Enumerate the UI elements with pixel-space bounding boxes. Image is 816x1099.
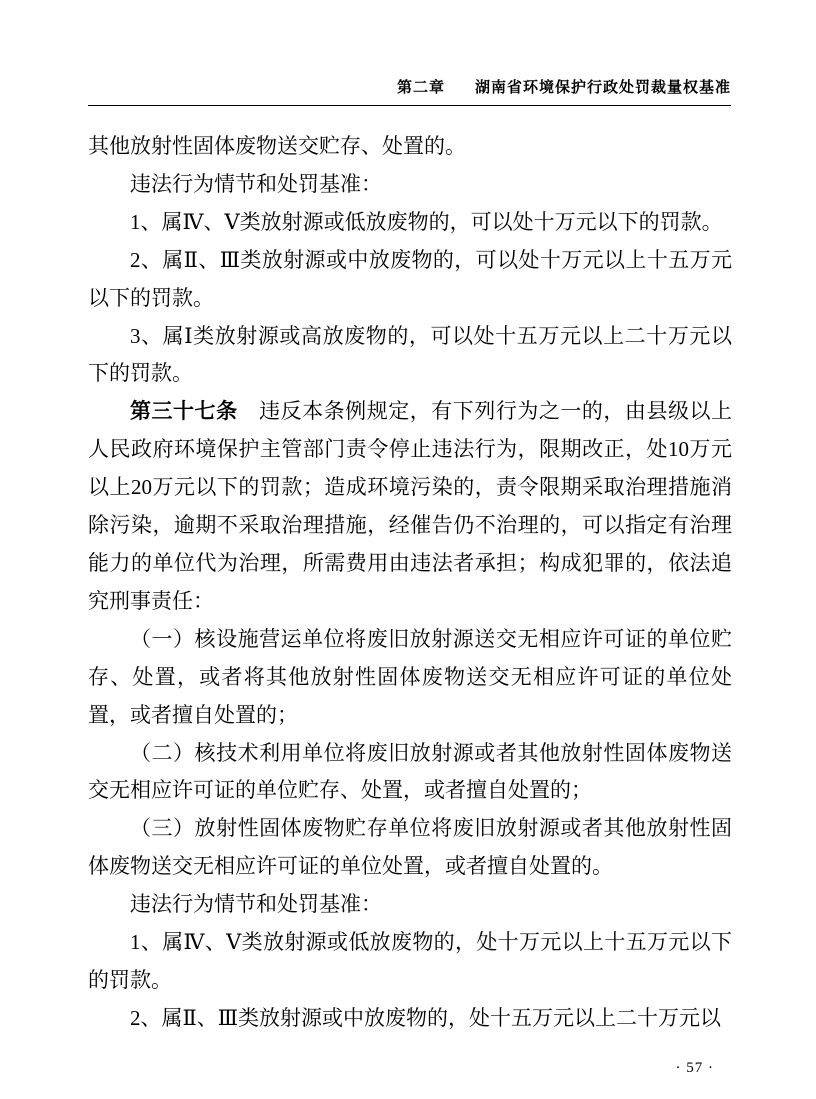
page-header <box>88 76 731 106</box>
paragraph-10: 违法行为情节和处罚基准： <box>130 892 382 917</box>
paragraph-7: （一）核设施营运单位将废旧放射源送交无相应许可证的单位贮存、处置，或者将其他放射性固体废物送交无相应许可证的单位处置，或者擅自处置的； <box>88 626 732 727</box>
paragraph-12: 2、属Ⅱ、Ⅲ类放射源或中放废物的，处十五万元以上二十万元以 <box>130 1005 722 1030</box>
header-title: 湖南省环境保护行政处罚裁量权基准 <box>474 80 731 96</box>
paragraph-8: （二）核技术利用单位将废旧放射源或者其他放射性固体废物送交无相应许可证的单位贮存、处置，或者擅自处置的； <box>88 740 732 803</box>
paragraph-1: 其他放射性固体废物送交贮存、处置的。 <box>88 134 466 158</box>
paragraph-3: 1、属Ⅳ、Ⅴ类放射源或低放废物的，可以处十万元以下的罚款。 <box>130 209 723 234</box>
paragraph-2: 违法行为情节和处罚基准： <box>130 171 382 196</box>
page-number: · 57 · <box>675 1060 714 1076</box>
paragraph-5: 3、属Ⅰ类放射源或高放废物的，可以处十五万元以上二十万元以下的罚款。 <box>88 323 732 386</box>
paragraph-11: 1、属Ⅳ、Ⅴ类放射源或低放废物的，处十万元以上十五万元以下的罚款。 <box>88 930 732 992</box>
paragraph-4: 2、属Ⅱ、Ⅲ类放射源或中放废物的，可以处十万元以上十五万元以下的罚款。 <box>88 247 732 310</box>
paragraph-9: （三）放射性固体废物贮存单位将废旧放射源或者其他放射性固体废物送交无相应许可证的单位处置，或者擅自处置的。 <box>88 816 732 879</box>
article-number-heading: 第三十七条 <box>130 399 238 424</box>
header-chapter-label: 第二章 <box>396 80 445 96</box>
paragraph-6: 第三十七条 违反本条例规定，有下列行为之一的，由县级以上人民政府环境保护主管部门责令停止违法行为，限期改正，处10万元以上20万元以下的罚款；造成环境污染的，责令限期采取治理措施消除污染，逾期不采取治理措施，经催告仍不治理的，可以指定有治理能力的单位代为治理，所需费用由违法者承担；构成犯罪的，依法追究刑事责任： <box>88 399 732 613</box>
document-body <box>88 128 732 1038</box>
